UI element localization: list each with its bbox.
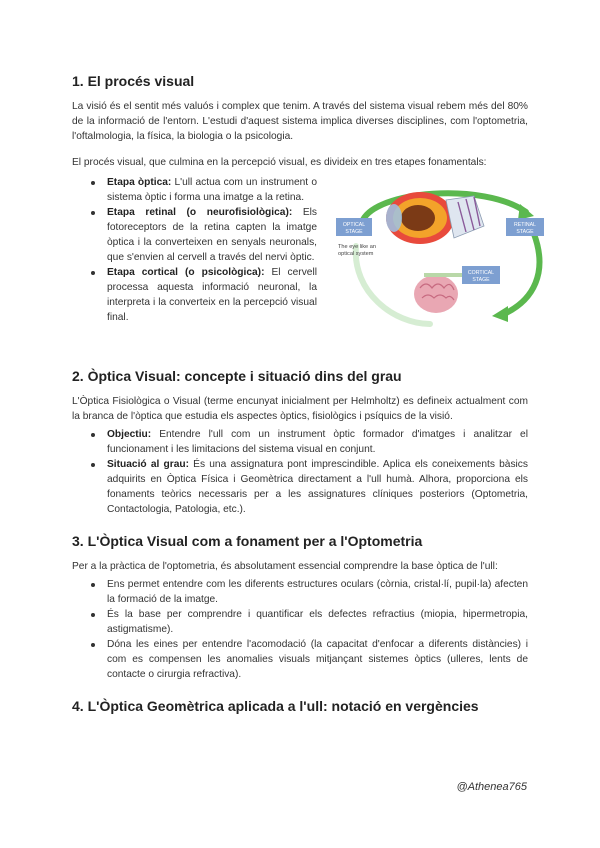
section-2-paragraph: L'Òptica Fisiològica o Visual (terme encunyat inicialment per Helmholtz) es defineix actualment com la branca de l'òptica que estudia els aspectes òptics, fisiològics i psíquics de la visió. (72, 396, 528, 422)
bullet-icon (91, 271, 95, 275)
section-2-title: 2. Òptica Visual: concepte i situació dins del grau (72, 368, 402, 384)
bullet-icon (91, 583, 95, 587)
list-item (72, 637, 528, 682)
visual-stages-list (72, 175, 317, 325)
stage-label: Etapa retinal (o neurofisiològica): (107, 207, 293, 218)
list-item (72, 577, 528, 607)
diagram-caption-2: optical system (338, 251, 374, 257)
list-item (72, 205, 317, 265)
visual-process-diagram (334, 182, 550, 328)
section-2-list (72, 427, 528, 517)
retinal-stage-label-1: RETINAL (514, 222, 536, 228)
stage-label: Etapa cortical (o psicològica): (107, 267, 265, 278)
list-item (72, 265, 317, 325)
section-1-title: 1. El procés visual (72, 73, 195, 89)
author-watermark: @Athenea765 (456, 781, 527, 793)
stage-text: El cervell processa aquesta informació neuronal, la interpreta i la converteix en la percepció visual final. (107, 267, 317, 323)
cortical-stage-label-1: CORTICAL (467, 270, 495, 276)
bullet-icon (91, 181, 95, 185)
item-text: Ens permet entendre com les diferents estructures oculars (còrnia, cristal·lí, pupil·la) afecten la formació de la imatge. (107, 579, 528, 605)
section-4-title: 4. L'Òptica Geomètrica aplicada a l'ull: notació en vergències (72, 698, 479, 714)
item-label: Situació al grau: (107, 459, 189, 470)
arrowhead-top (518, 204, 534, 220)
item-text: Dóna les eines per entendre l'acomodació (la capacitat d'enfocar a diferents distàncies) i com es compensen les anomalies visuals mitjançant sistemes òptics (ulleres, lents de contacte o cirurgia refractiva). (107, 639, 528, 680)
item-label: Objectiu: (107, 429, 152, 440)
document-page (72, 68, 536, 715)
bullet-icon (91, 613, 95, 617)
list-item (72, 175, 317, 205)
bullet-icon (91, 211, 95, 215)
section-3-list (72, 577, 528, 682)
stage-text: L'ull actua com un instrument o sistema òptic i forma una imatge a la retina. (107, 177, 317, 203)
arrowhead-right (492, 306, 508, 322)
stage-text: Els fotoreceptors de la retina capten la imatge òptica i la converteixen en senyals neuronals, que s'envien al cervell a través del nervi òptic. (107, 207, 317, 263)
retinal-stage-label-2: STAGE (516, 229, 534, 235)
section-1-paragraph-2: El procés visual, que culmina en la percepció visual, es divideix en tres etapes fonamentals: (72, 157, 487, 168)
optical-stage-label-1: OPTICAL (342, 222, 366, 228)
section-3-paragraph: Per a la pràctica de l'optometria, és absolutament essencial comprendre la base òptica de l'ull: (72, 561, 498, 572)
list-item (72, 457, 528, 517)
brain-illustration (414, 273, 464, 313)
item-text: Entendre l'ull com un instrument òptic formador d'imatges i analitzar el funcionament i les limitacions del sistema visual en conjunt. (107, 429, 528, 455)
list-item (72, 607, 528, 637)
visual-stages-block (72, 175, 536, 355)
list-item (72, 427, 528, 457)
optical-stage-label-2: STAGE (345, 229, 363, 235)
arrow-right (504, 234, 539, 314)
bullet-icon (91, 433, 95, 437)
diagram-caption-1: The eye like an (338, 244, 376, 250)
bullet-icon (91, 463, 95, 467)
section-1-paragraph-1: La visió és el sentit més valuós i complex que tenim. A través del sistema visual rebem més del 80% de la informació de l'entorn. L'estudi d'aquest sistema implica diverses disciplines, com l'optometria, l'oftalmologia, la física, la biologia o la psicologia. (72, 101, 528, 142)
bullet-icon (91, 643, 95, 647)
stage-label: Etapa òptica: (107, 177, 172, 188)
cortical-stage-label-2: STAGE (472, 277, 490, 283)
eye-illustration (386, 192, 484, 244)
item-text: És la base per comprendre i quantificar els defectes refractius (miopia, hipermetropia, astigmatisme). (107, 609, 528, 635)
section-3-title: 3. L'Òptica Visual com a fonament per a l'Optometria (72, 533, 423, 549)
item-text: És una assignatura pont imprescindible. Aplica els coneixements bàsics adquirits en Òptica Física i Geomètrica directament a l'ull humà. Alhora, proporciona els fonaments teòrics necessaris per a les assignatures clíniques posteriors (Optometria, Contactologia, Patologia, etc.). (107, 459, 528, 515)
